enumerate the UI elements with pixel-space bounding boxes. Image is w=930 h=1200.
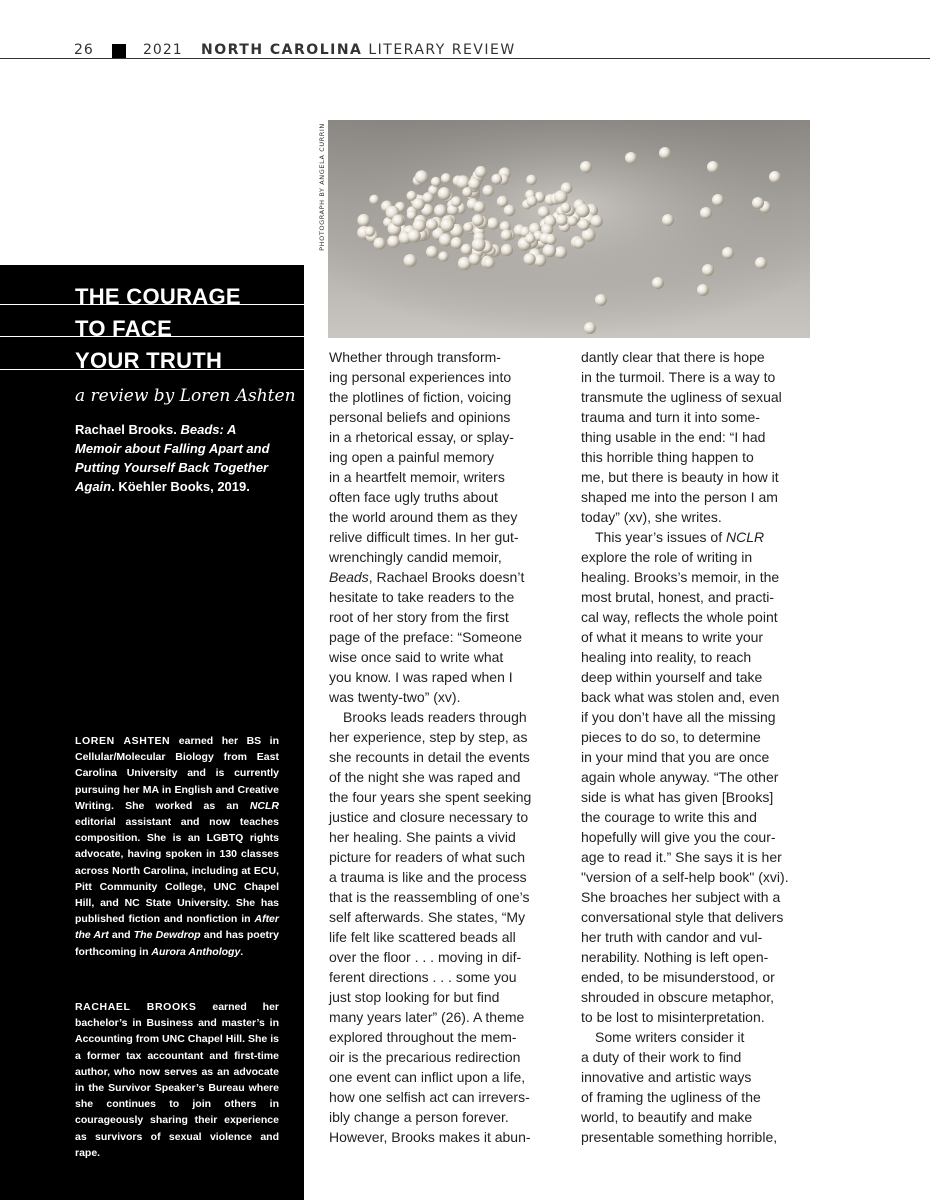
bio-name-brooks: RACHAEL BROOKS bbox=[75, 1001, 197, 1013]
pearl bbox=[504, 205, 516, 217]
pearl bbox=[534, 254, 546, 266]
body-text-line: justice and closure necessary to bbox=[329, 809, 529, 825]
pearl bbox=[526, 175, 537, 186]
pearl bbox=[408, 229, 421, 242]
body-text-line: many years later” (26). A theme bbox=[329, 1009, 525, 1025]
bio-italic: NCLR bbox=[249, 799, 279, 812]
body-text-line: Brooks leads readers through bbox=[343, 709, 527, 725]
body-text-line: trauma and turn it into some- bbox=[581, 409, 760, 425]
pearl bbox=[625, 152, 637, 164]
body-text-line: However, Brooks makes it abun- bbox=[329, 1129, 531, 1145]
pearl bbox=[483, 185, 494, 196]
body-text-line: she recounts in detail the events bbox=[329, 749, 530, 765]
body-text-line: the world around them as they bbox=[329, 509, 518, 525]
body-text-line: today” (xv), she writes. bbox=[581, 509, 722, 525]
body-text-line: in the turmoil. There is a way to bbox=[581, 369, 776, 385]
pearl bbox=[752, 197, 764, 209]
pearl bbox=[662, 214, 674, 226]
header-square-icon bbox=[112, 44, 126, 58]
body-text-line: in a rhetorical essay, or splay- bbox=[329, 429, 514, 445]
body-text-line: self afterwards. She states, “My bbox=[329, 909, 526, 925]
pearl bbox=[580, 161, 592, 173]
body-text-line: again whole anyway. “The other bbox=[581, 769, 779, 785]
photo-credit bbox=[312, 120, 326, 260]
pearl bbox=[526, 196, 537, 207]
body-text-line: hesitate to take readers to the bbox=[329, 589, 515, 605]
body-text-line: the plotlines of fiction, voicing bbox=[329, 389, 512, 405]
pearl bbox=[769, 171, 781, 183]
body-text-line: side is what has given [Brooks] bbox=[581, 789, 774, 805]
pearl bbox=[404, 254, 417, 267]
pearl bbox=[387, 235, 400, 248]
pearl bbox=[584, 322, 596, 334]
body-text-line: her healing. She paints a vivid bbox=[329, 829, 516, 845]
body-text-line: this horrible thing happen to bbox=[581, 449, 754, 465]
pearl bbox=[475, 166, 487, 178]
body-text-line: deep within yourself and take bbox=[581, 669, 763, 685]
pearl bbox=[438, 187, 451, 200]
body-text-line: in your mind that you are once bbox=[581, 749, 770, 765]
bio-loren-ashten bbox=[75, 733, 279, 960]
body-text-line: if you don’t have all the missing bbox=[581, 709, 776, 725]
pearl bbox=[472, 238, 486, 252]
pearl bbox=[415, 170, 428, 183]
pearl bbox=[497, 196, 508, 207]
pearl bbox=[431, 177, 441, 187]
body-text-line: hopefully will give you the cour- bbox=[581, 829, 776, 845]
body-text-line: that is the reassembling of one’s bbox=[329, 889, 530, 905]
body-text-line: page of the preface: “Someone bbox=[329, 629, 523, 645]
pearl bbox=[392, 215, 404, 227]
pearl bbox=[501, 244, 513, 256]
pearls-illustration bbox=[328, 120, 810, 338]
pearl bbox=[702, 264, 714, 276]
body-text-line: innovative and artistic ways bbox=[581, 1069, 752, 1085]
journal-name-rest: LITERARY REVIEW bbox=[362, 42, 516, 58]
body-text-line: healing. Brooks’s memoir, in the bbox=[581, 569, 780, 585]
body-text-line: cal way, reflects the whole point bbox=[581, 609, 778, 625]
body-text-line: one event can inflict upon a life, bbox=[329, 1069, 526, 1085]
pearl bbox=[434, 204, 447, 217]
pearl bbox=[659, 147, 671, 159]
pearl bbox=[556, 214, 568, 226]
body-text-line: often face ugly truths about bbox=[329, 489, 498, 505]
article-byline: a review by Loren Ashten bbox=[75, 386, 296, 406]
body-column-1 bbox=[329, 347, 555, 1147]
body-text-line: ended, to be misunderstood, or bbox=[581, 969, 775, 985]
pearl bbox=[543, 244, 556, 257]
pearl bbox=[365, 226, 375, 236]
pearl bbox=[369, 195, 379, 205]
body-text-line: the courage to write this and bbox=[581, 809, 757, 825]
body-text-line: her experience, step by step, as bbox=[329, 729, 528, 745]
body-text-line: wrenchingly candid memoir, bbox=[329, 549, 502, 565]
body-text-line: world, to beautify and make bbox=[581, 1109, 753, 1125]
pearl bbox=[374, 237, 386, 249]
body-text-line: just stop looking for but find bbox=[329, 989, 500, 1005]
pearl bbox=[461, 244, 472, 255]
body-text-line: you know. I was raped when I bbox=[329, 669, 513, 685]
bio-italic: The Dewdrop bbox=[133, 929, 201, 942]
body-text-line: Some writers consider it bbox=[595, 1029, 745, 1045]
body-text-line: dantly clear that there is hope bbox=[581, 349, 765, 365]
bio-text: earned her BS in Cellular/Molecular Biology from East Carolina University and is currently pursuing her MA in English and Creative Writing. She worked as an bbox=[75, 735, 279, 812]
journal-name-bold: NORTH CAROLINA bbox=[201, 42, 363, 58]
citation-author: Rachael Brooks. bbox=[75, 422, 181, 437]
body-text-line: me, but there is beauty in how it bbox=[581, 469, 779, 485]
body-text-line: the four years she spent seeking bbox=[329, 789, 532, 805]
pearl bbox=[501, 229, 512, 240]
pearl bbox=[707, 161, 719, 173]
body-text-line: over the floor . . . moving in dif- bbox=[329, 949, 522, 965]
body-text-line: transmute the ugliness of sexual bbox=[581, 389, 782, 405]
pearl bbox=[438, 251, 448, 261]
body-text-line: "version of a self-help book" (xvi). bbox=[581, 869, 789, 885]
citation-publisher: . Köehler Books, 2019. bbox=[111, 479, 250, 494]
body-text-line: to be lost to misinterpretation. bbox=[581, 1009, 765, 1025]
body-text-line: ing personal experiences into bbox=[329, 369, 512, 385]
body-text-line: explore the role of writing in bbox=[581, 549, 753, 565]
pearl bbox=[545, 234, 556, 245]
body-text-line: She broaches her subject with a bbox=[581, 889, 781, 905]
bio-text: and has poetry forthcoming in bbox=[75, 929, 279, 958]
body-text-line: ing open a painful memory bbox=[329, 449, 494, 465]
pearl bbox=[412, 198, 425, 211]
pearl bbox=[469, 253, 481, 265]
bio-italic: Aurora Anthology bbox=[151, 945, 241, 958]
pearl bbox=[561, 203, 572, 214]
body-text-line: most brutal, honest, and practi- bbox=[581, 589, 774, 605]
bio-text: earned her bachelor’s in Business and master’s in Accounting from UNC Chapel Hill. She is a former tax accountant and first-time author, who now serves as an advocate in the Survivor Speaker’s Bureau where she continues to join others in courageously sharing their experience as survivors of sexual violence and rape. bbox=[75, 1001, 280, 1159]
article-title-line-1: THE COURAGE bbox=[75, 284, 241, 309]
body-text-line: was twenty-two” (xv). bbox=[329, 689, 461, 705]
body-text-line: pieces to do so, to determine bbox=[581, 729, 761, 745]
body-text-line: healing into reality, to reach bbox=[581, 649, 752, 665]
body-text-line: a trauma is like and the process bbox=[329, 869, 527, 885]
pearl bbox=[462, 187, 472, 197]
body-text-line: back what was stolen and, even bbox=[581, 689, 780, 705]
pearl bbox=[755, 257, 767, 269]
body-text-line: shaped me into the person I am bbox=[581, 489, 778, 505]
pearl bbox=[595, 294, 607, 306]
pearl bbox=[472, 214, 484, 226]
pearl bbox=[491, 174, 502, 185]
body-text-line: thing usable in the end: “I had bbox=[581, 429, 766, 445]
pearl bbox=[426, 219, 438, 231]
pearl bbox=[700, 207, 712, 219]
pearl bbox=[451, 237, 463, 249]
pearl bbox=[525, 233, 535, 243]
page-number: 26 bbox=[74, 42, 94, 58]
body-text-line: age to read it.” She says it is her bbox=[581, 849, 782, 865]
body-text-line: picture for readers of what such bbox=[329, 849, 526, 865]
header-rule bbox=[0, 58, 930, 59]
sidebar-panel bbox=[0, 265, 304, 1200]
body-text-line: in a heartfelt memoir, writers bbox=[329, 469, 505, 485]
body-text-line: personal beliefs and opinions bbox=[329, 409, 511, 425]
body-text-line: explored throughout the mem- bbox=[329, 1029, 517, 1045]
photo-credit-text: PHOTOGRAPH BY ANGELA CURRIN bbox=[318, 123, 326, 251]
article-title-line-2: TO FACE bbox=[75, 316, 173, 341]
bio-text: and bbox=[108, 929, 134, 942]
article-title-line-3: YOUR TRUTH bbox=[75, 348, 223, 373]
pearl bbox=[578, 219, 590, 231]
pearl bbox=[423, 192, 434, 203]
bio-rachael-brooks bbox=[75, 999, 279, 1161]
body-text-line: relive difficult times. In her gut- bbox=[329, 529, 519, 545]
body-text-line: presentable something horrible, bbox=[581, 1129, 778, 1145]
pearl bbox=[576, 204, 590, 218]
body-text-line: shrouded in obscure metaphor, bbox=[581, 989, 775, 1005]
book-citation bbox=[75, 420, 275, 496]
pearl bbox=[463, 222, 473, 232]
body-text-line: her truth with candor and vul- bbox=[581, 929, 763, 945]
body-text-line: how one selfish act can irrevers- bbox=[329, 1089, 530, 1105]
body-text-line: life felt like scattered beads all bbox=[329, 929, 516, 945]
citation-book-title: Beads: A Memoir about Falling Apart and Putting Yourself Back Together Again bbox=[75, 422, 270, 494]
body-column-2 bbox=[581, 347, 807, 1147]
pearl-beads-photo bbox=[328, 120, 810, 338]
pearl bbox=[474, 201, 486, 213]
bio-italic: After the Art bbox=[75, 913, 279, 942]
pearl bbox=[712, 194, 724, 206]
pearl bbox=[524, 253, 536, 265]
bio-name-ashten: LOREN ASHTEN bbox=[75, 735, 171, 747]
body-text-line: of what it means to write your bbox=[581, 629, 764, 645]
pearl bbox=[426, 246, 438, 258]
body-text-line: This year’s issues of NCLR bbox=[595, 529, 765, 545]
pearl bbox=[451, 196, 462, 207]
pearl bbox=[487, 218, 499, 230]
body-text-line: ferent directions . . . some you bbox=[329, 969, 517, 985]
body-text-line: nerability. Nothing is left open- bbox=[581, 949, 769, 965]
body-text-line: ibly change a person forever. bbox=[329, 1109, 509, 1125]
bio-text: editorial assistant and now teaches composition. She is an LGBTQ rights advocate, having spoken in 130 classes across North Carolina, including at ECU, Pitt Community College, UNC Chapel Hill, and NC State University. She has published fiction and nonfiction in bbox=[75, 816, 279, 926]
pearl bbox=[441, 173, 451, 183]
issue-year: 2021 bbox=[143, 42, 183, 58]
pearl bbox=[591, 215, 603, 227]
pearl bbox=[439, 233, 452, 246]
journal-name bbox=[201, 42, 516, 58]
body-text-line: a duty of their work to find bbox=[581, 1049, 742, 1065]
pearl bbox=[555, 246, 568, 259]
pearl bbox=[722, 247, 734, 259]
pearl bbox=[357, 214, 370, 227]
body-text-line: of the night she was raped and bbox=[329, 769, 521, 785]
pearl bbox=[697, 284, 709, 296]
body-text-line: wise once said to write what bbox=[329, 649, 504, 665]
pearl bbox=[567, 216, 577, 226]
pearl bbox=[652, 277, 664, 289]
body-text-line: Whether through transform- bbox=[329, 349, 501, 365]
body-text-line: root of her story from the first bbox=[329, 609, 509, 625]
body-text-line: Beads, Rachael Brooks doesn’t bbox=[329, 569, 525, 585]
body-text-line: of framing the ugliness of the bbox=[581, 1089, 761, 1105]
pearl bbox=[554, 190, 567, 203]
body-text-line: oir is the precarious redirection bbox=[329, 1049, 521, 1065]
pearl bbox=[574, 238, 585, 249]
bio-text: . bbox=[240, 945, 244, 958]
pearl bbox=[484, 257, 495, 268]
body-text-line: conversational style that delivers bbox=[581, 909, 784, 925]
